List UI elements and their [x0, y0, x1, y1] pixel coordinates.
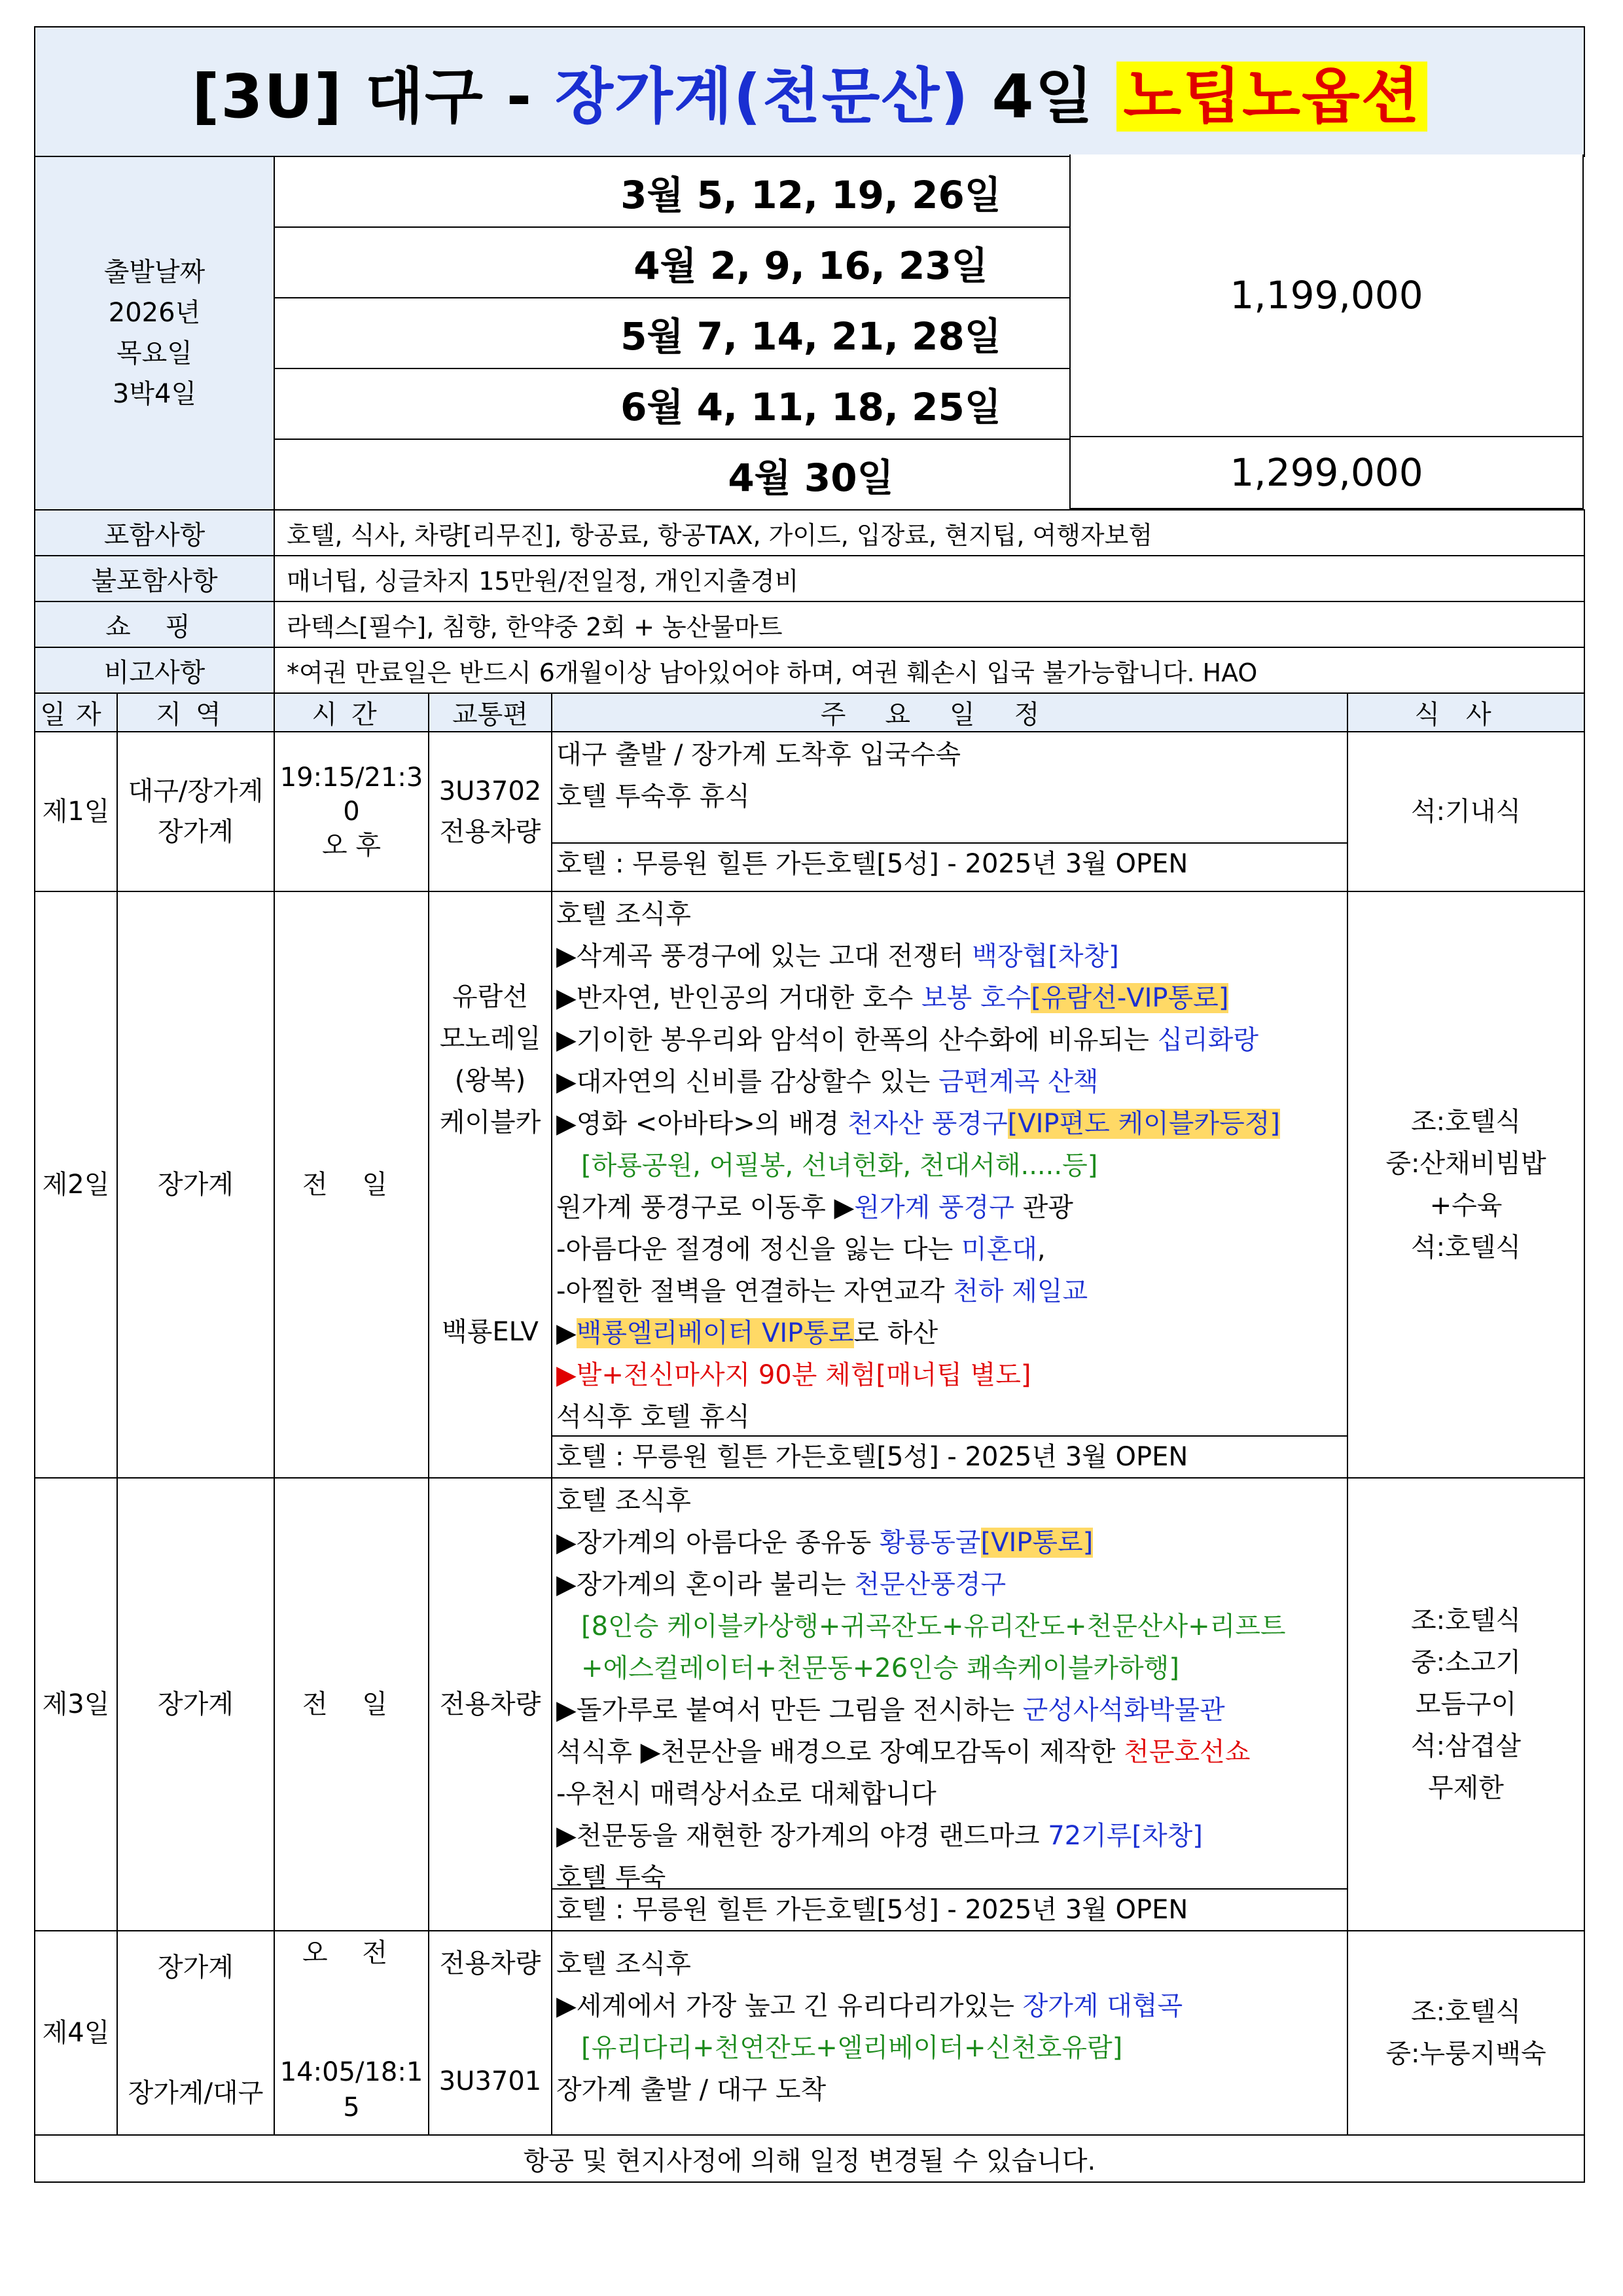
header-transport: 교통편: [429, 693, 552, 732]
day4-flight: 3U3701: [438, 2066, 542, 2096]
schedule-line: [556, 977, 1343, 1019]
text: 석식후 ▶천문산을 배경으로 장예모감독이 제작한: [556, 1737, 1124, 1767]
departure-label-line: 3박4일: [112, 379, 197, 409]
day3-region: 장가계: [117, 1478, 274, 1931]
place: 72기루[차창]: [1048, 1821, 1203, 1851]
departure-date-row: 3월 5, 12, 19, 26일: [274, 156, 1347, 227]
header-time: 시간: [274, 693, 429, 732]
departure-date-row: 4월 2, 9, 16, 23일: [274, 227, 1347, 298]
day3-schedule: [552, 1478, 1347, 1931]
schedule-line: [556, 1312, 1343, 1354]
header-day: 일자: [35, 693, 117, 732]
day2-hotel: 호텔 : 무릉원 힐튼 가든호텔[5성] - 2025년 3월 OPEN: [552, 1435, 1347, 1477]
day4-time-line: 5: [343, 2092, 360, 2123]
info-value-shopping: 라텍스[필수], 침향, 한약중 2회 + 농산물마트: [274, 601, 1584, 647]
day4-region: [117, 1931, 274, 2135]
info-value-included: 호텔, 식사, 차량[리무진], 항공료, 항공TAX, 가이드, 입장료, 현지팁, 여행자보험: [274, 510, 1584, 556]
schedule-line: [556, 1270, 1343, 1312]
text: -아찔한 절벽을 연결하는 자연교각: [556, 1276, 954, 1306]
meal-line: 조:호텔식: [1410, 1997, 1522, 2027]
text: -아름다운 절경에 정신을 잃는 다는: [556, 1234, 961, 1265]
info-label-excluded: 불포함사항: [35, 556, 274, 601]
day1-schedule: [552, 732, 1347, 891]
price-special-value: 1,299,000: [1230, 450, 1423, 495]
day3-label: 제3일: [35, 1478, 117, 1931]
day4-region-line: 장가계: [158, 1952, 234, 1982]
place: 원가계 풍경구: [854, 1193, 1014, 1223]
day2-transport-item: (왕복): [454, 1066, 526, 1096]
title-days: 4일: [991, 62, 1095, 132]
text: ▶영화 <아바타>의 배경: [556, 1109, 848, 1139]
day2-schedule: [552, 891, 1347, 1478]
place: 십리화랑: [1157, 1025, 1259, 1055]
day3-meal: [1347, 1478, 1584, 1931]
day4-transport: [429, 1931, 552, 2135]
day3-lines: [552, 1479, 1347, 1893]
departure-label-line: 2026년: [108, 298, 201, 328]
day2-row: [35, 891, 1584, 1478]
place: 황룡동굴: [879, 1528, 981, 1558]
meal-line: 모듬구이: [1415, 1689, 1517, 1719]
meal-line: 석:호텔식: [1410, 1232, 1522, 1263]
meal-line: 중:소고기: [1410, 1647, 1522, 1677]
day2-transport-item: 백룡ELV: [442, 1317, 539, 1347]
place: 보봉 호수: [921, 983, 1031, 1013]
day1-label: 제1일: [35, 732, 117, 891]
day3-hotel: 호텔 : 무릉원 힐튼 가든호텔[5성] - 2025년 3월 OPEN: [552, 1888, 1347, 1930]
schedule-line: 대구 출발 / 장가계 도착후 입국수속: [556, 740, 961, 770]
meal-line: 중:산채비빔밥: [1385, 1149, 1546, 1179]
text: ▶장가계의 아름다운 종유동: [556, 1528, 880, 1558]
meal-line: 무제한: [1428, 1773, 1504, 1803]
day1-meal: 석:기내식: [1347, 732, 1584, 891]
day2-label: 제2일: [35, 891, 117, 1478]
departure-date-row: 5월 7, 14, 21, 28일: [274, 298, 1347, 368]
day4-time-line: 14:05/18:1: [279, 2057, 423, 2087]
info-label-included: 포함사항: [35, 510, 274, 556]
day1-time-line: 0: [343, 797, 360, 827]
header-meal: 식사: [1347, 693, 1584, 732]
price-main-value: 1,199,000: [1230, 273, 1423, 317]
info-label-shopping: 쇼 핑: [35, 601, 274, 647]
price-special: [1069, 437, 1584, 509]
footer-note: 항공 및 현지사정에 의해 일정 변경될 수 있습니다.: [35, 2135, 1584, 2182]
departure-label: [35, 156, 274, 510]
schedule-line: [유리다리+천연잔도+엘리베이터+신천호유람]: [581, 2033, 1123, 2063]
day2-transport-item: 케이블카: [439, 1107, 541, 1138]
day1-region: [117, 732, 274, 891]
day2-meal: [1347, 891, 1584, 1478]
day3-row: [35, 1478, 1584, 1931]
day1-region-line: 장가계: [158, 817, 234, 847]
day3-transport: 전용차량: [429, 1478, 552, 1931]
day4-label: 제4일: [35, 1931, 117, 2135]
day1-vehicle: 전용차량: [439, 817, 541, 847]
schedule-line: [556, 1061, 1343, 1103]
day2-time: 전 일: [274, 891, 429, 1478]
schedule-line: 호텔 투숙: [556, 1863, 666, 1893]
text: 로 하산: [853, 1318, 938, 1348]
schedule-line: [8인승 케이블카상행+귀곡잔도+유리잔도+천문산사+리프트: [581, 1611, 1286, 1641]
day1-lines: [552, 732, 1347, 842]
place: 금편계곡 산책: [938, 1067, 1099, 1097]
text: ▶세계에서 가장 높고 긴 유리다리가있는: [556, 1991, 1023, 2021]
departure-label-line: 출발날짜: [103, 257, 205, 287]
meal-line: 조:호텔식: [1410, 1107, 1522, 1137]
meal-line: 석:삼겹살: [1410, 1731, 1522, 1761]
text: 원가계 풍경구로 이동후 ▶: [556, 1193, 855, 1223]
header-region: 지역: [117, 693, 274, 732]
day4-vehicle: 전용차량: [439, 1948, 541, 1979]
day4-region-line: 장가계/대구: [128, 2078, 264, 2108]
day2-region: 장가계: [117, 891, 274, 1478]
itinerary-sheet: [34, 26, 1584, 2183]
text: ▶천문동을 재현한 장가계의 야경 랜드마크: [556, 1821, 1048, 1851]
day1-flight: 3U3702: [438, 776, 542, 806]
schedule-line: [556, 1564, 1343, 1605]
title-badge: 노팁노옵션: [1116, 62, 1427, 132]
schedule-table: [34, 692, 1585, 2183]
info-label-notes: 비고사항: [35, 647, 274, 693]
schedule-line: 호텔 조식후: [556, 1949, 691, 1979]
day2-transport-item: 유람선: [452, 982, 528, 1012]
vip-note: [VIP통로]: [980, 1528, 1094, 1558]
schedule-line: [556, 1019, 1343, 1061]
schedule-line: [556, 1689, 1343, 1731]
info-value-notes: *여권 만료일은 반드시 6개월이상 남아있어야 하며, 여권 훼손시 입국 불가능합니다. HAO: [274, 647, 1584, 693]
day2-lines: [552, 892, 1347, 1435]
place: 천문산풍경구: [854, 1570, 1007, 1600]
info-table: [34, 509, 1585, 694]
day1-row: [35, 732, 1584, 891]
show: 천문호선쇼: [1124, 1737, 1251, 1767]
schedule-line: 석식후 호텔 휴식: [556, 1402, 750, 1432]
meal-line: 중:누룽지백숙: [1385, 2039, 1546, 2069]
info-value-excluded: 매너팁, 싱글차지 15만원/전일정, 개인지출경비: [274, 556, 1584, 601]
schedule-line: [556, 1103, 1343, 1145]
title-separator: -: [506, 62, 533, 132]
schedule-line: [556, 935, 1343, 977]
vip-note: 백룡엘리베이터 VIP통로: [576, 1318, 854, 1348]
text: ▶: [556, 1318, 577, 1348]
day1-time: [274, 732, 429, 891]
schedule-line: [556, 1187, 1343, 1229]
text: ,: [1037, 1234, 1046, 1265]
day4-time-line: 오 전: [302, 1938, 401, 1968]
header-schedule: 주요일정: [552, 693, 1347, 732]
schedule-line: ▶발+전신마사지 90분 체험[매너팁 별도]: [556, 1360, 1031, 1390]
departure-date-row: 6월 4, 11, 18, 25일: [274, 368, 1347, 439]
title-code: [3U]: [192, 62, 344, 132]
text: ▶삭계곡 풍경구에 있는 고대 전쟁터: [556, 941, 972, 971]
schedule-line: [556, 1985, 1343, 2027]
day2-transport-item: 모노레일: [439, 1024, 541, 1054]
place: 천하 제일교: [953, 1276, 1088, 1306]
schedule-line: 호텔 조식후: [556, 1486, 691, 1516]
day4-time: [274, 1931, 429, 2135]
text: 관광: [1014, 1193, 1073, 1223]
day1-time-line: 19:15/21:3: [279, 762, 423, 793]
title-destination: 장가계(천문산): [555, 62, 970, 132]
schedule-line: 호텔 투숙후 휴식: [556, 781, 750, 812]
schedule-line: [하룡공원, 어필봉, 선녀헌화, 천대서해.....등]: [581, 1151, 1098, 1181]
meal-line: 조:호텔식: [1410, 1605, 1522, 1636]
schedule-line: +에스컬레이터+천문동+26인승 쾌속케이블카하행]: [581, 1653, 1179, 1683]
schedule-line: 장가계 출발 / 대구 도착: [556, 2075, 827, 2105]
day3-time: 전 일: [274, 1478, 429, 1931]
day4-meal: [1347, 1931, 1584, 2135]
text: ▶장가계의 혼이라 불리는: [556, 1570, 855, 1600]
day4-schedule: [552, 1931, 1347, 2135]
page-title: [35, 27, 1584, 156]
day1-time-line: 오 후: [322, 831, 381, 861]
meal-line: +수육: [1429, 1191, 1503, 1221]
schedule-line: [556, 1229, 1343, 1270]
day2-transport: [429, 891, 552, 1478]
day1-hotel: 호텔 : 무릉원 힐튼 가든호텔[5성] - 2025년 3월 OPEN: [552, 842, 1347, 884]
special-date: 4월 30일: [274, 439, 1347, 510]
day1-region-line: 대구/장가계: [128, 776, 264, 806]
text: ▶기이한 봉우리와 암석이 한폭의 산수화에 비유되는: [556, 1025, 1158, 1055]
place: 미혼대: [961, 1234, 1037, 1265]
schedule-line: 호텔 조식후: [556, 899, 691, 929]
day4-row: [35, 1931, 1584, 2135]
text: ▶반자연, 반인공의 거대한 호수: [556, 983, 922, 1013]
vip-note: [유람선-VIP통로]: [1031, 983, 1229, 1013]
text: ▶대자연의 신비를 감상할수 있는: [556, 1067, 938, 1097]
text: ▶돌가루로 붙여서 만든 그림을 전시하는: [556, 1695, 1023, 1725]
place: 군성사석화박물관: [1022, 1695, 1225, 1725]
vip-note: [VIP편도 케이블카등정]: [1007, 1109, 1280, 1139]
schedule-header: [35, 693, 1584, 732]
place: 장가계 대협곡: [1022, 1991, 1183, 2021]
schedule-line: [556, 1815, 1343, 1857]
schedule-line: [556, 1522, 1343, 1564]
title-origin: 대구: [365, 62, 484, 132]
schedule-line: [556, 1731, 1343, 1773]
departure-label-line: 목요일: [116, 338, 192, 368]
place: 백장협[차창]: [972, 941, 1119, 971]
schedule-line: -우천시 매력상서쇼로 대체합니다: [556, 1779, 936, 1809]
price-main: [1069, 154, 1584, 437]
place: 천자산 풍경구: [847, 1109, 1008, 1139]
day1-transport: [429, 732, 552, 891]
